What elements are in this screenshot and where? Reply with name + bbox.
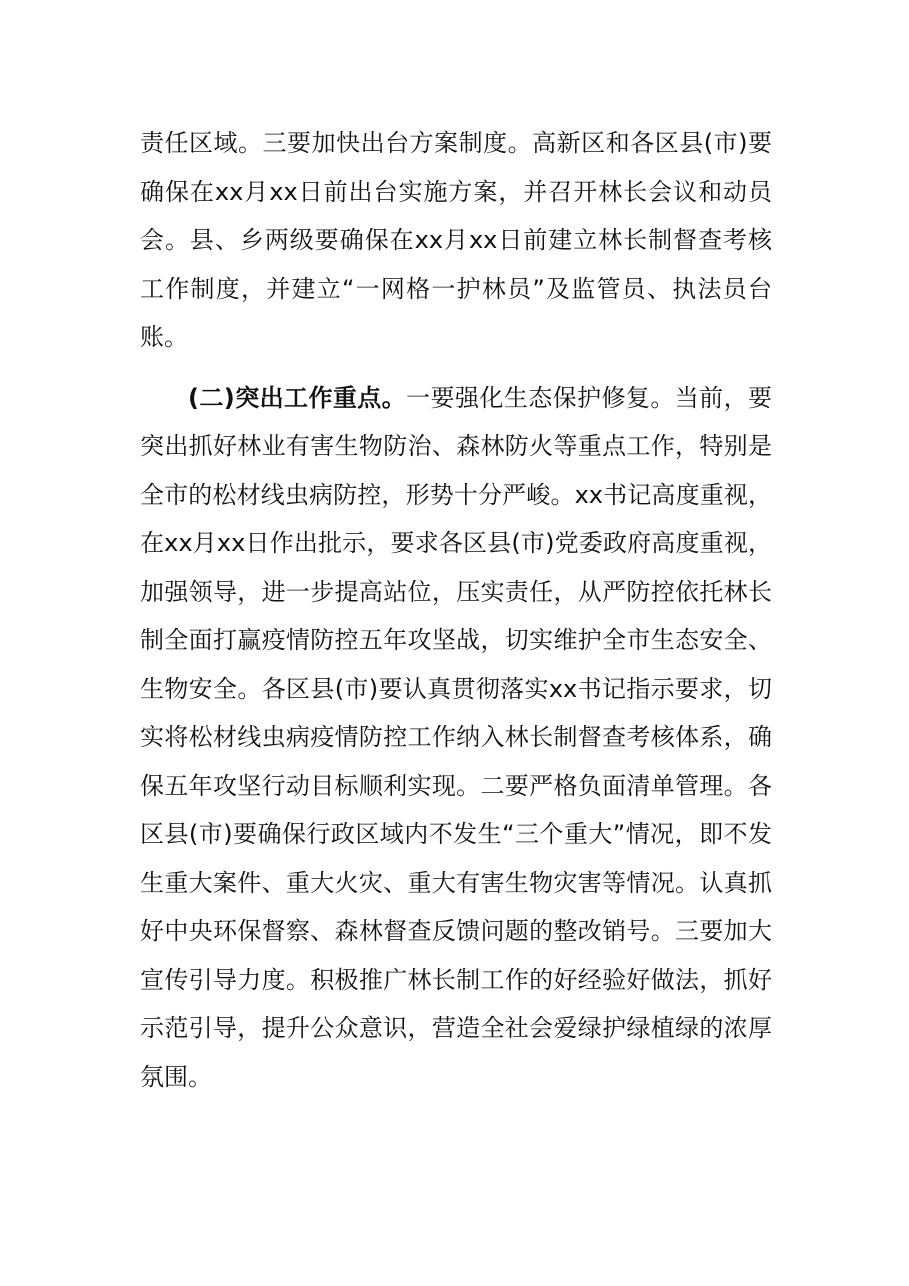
section-heading: (二)突出工作重点。: [188, 383, 407, 412]
paragraph-2-text: 一要强化生态保护修复。当前，要突出抓好林业有害生物防治、森林防火等重点工作，特别是全市的松材线虫病防控，形势十分严峻。xx书记高度重视，在xx月xx日作出批示，要求各区县(市)党委政府高度重视，加强领导，进一步提高站位，压实责任，从严防控依托林长制全面打赢疫情防控五年攻坚战，切实维护全市生态安全、生物安全。各区县(市)要认真贯彻落实xx书记指示要求，切实将松材线虫病疫情防控工作纳入林长制督查考核体系，确保五年攻坚行动目标顺利实现。二要严格负面清单管理。各区县(市)要确保行政区域内不发生“三个重大”情况，即不发生重大案件、重大火灾、重大有害生物灾害等情况。认真抓好中央环保督察、森林督查反馈问题的整改销号。三要加大宣传引导力度。积极推广林长制工作的好经验好做法，抓好示范引导，提升公众意识，营造全社会爱绿护绿植绿的浓厚氛围。: [140, 383, 773, 1091]
paragraph-2: [140, 374, 772, 1102]
paragraph-1: [140, 119, 772, 362]
paragraph-1-text: 责任区域。三要加快出台方案制度。高新区和各区县(市)要确保在xx月xx日前出台实施方案，并召开林长会议和动员会。县、乡两级要确保在xx月xx日前建立林长制督查考核工作制度，并建立“一网格一护林员”及监管员、执法员台账。: [140, 129, 772, 351]
document-body: [140, 119, 772, 1101]
